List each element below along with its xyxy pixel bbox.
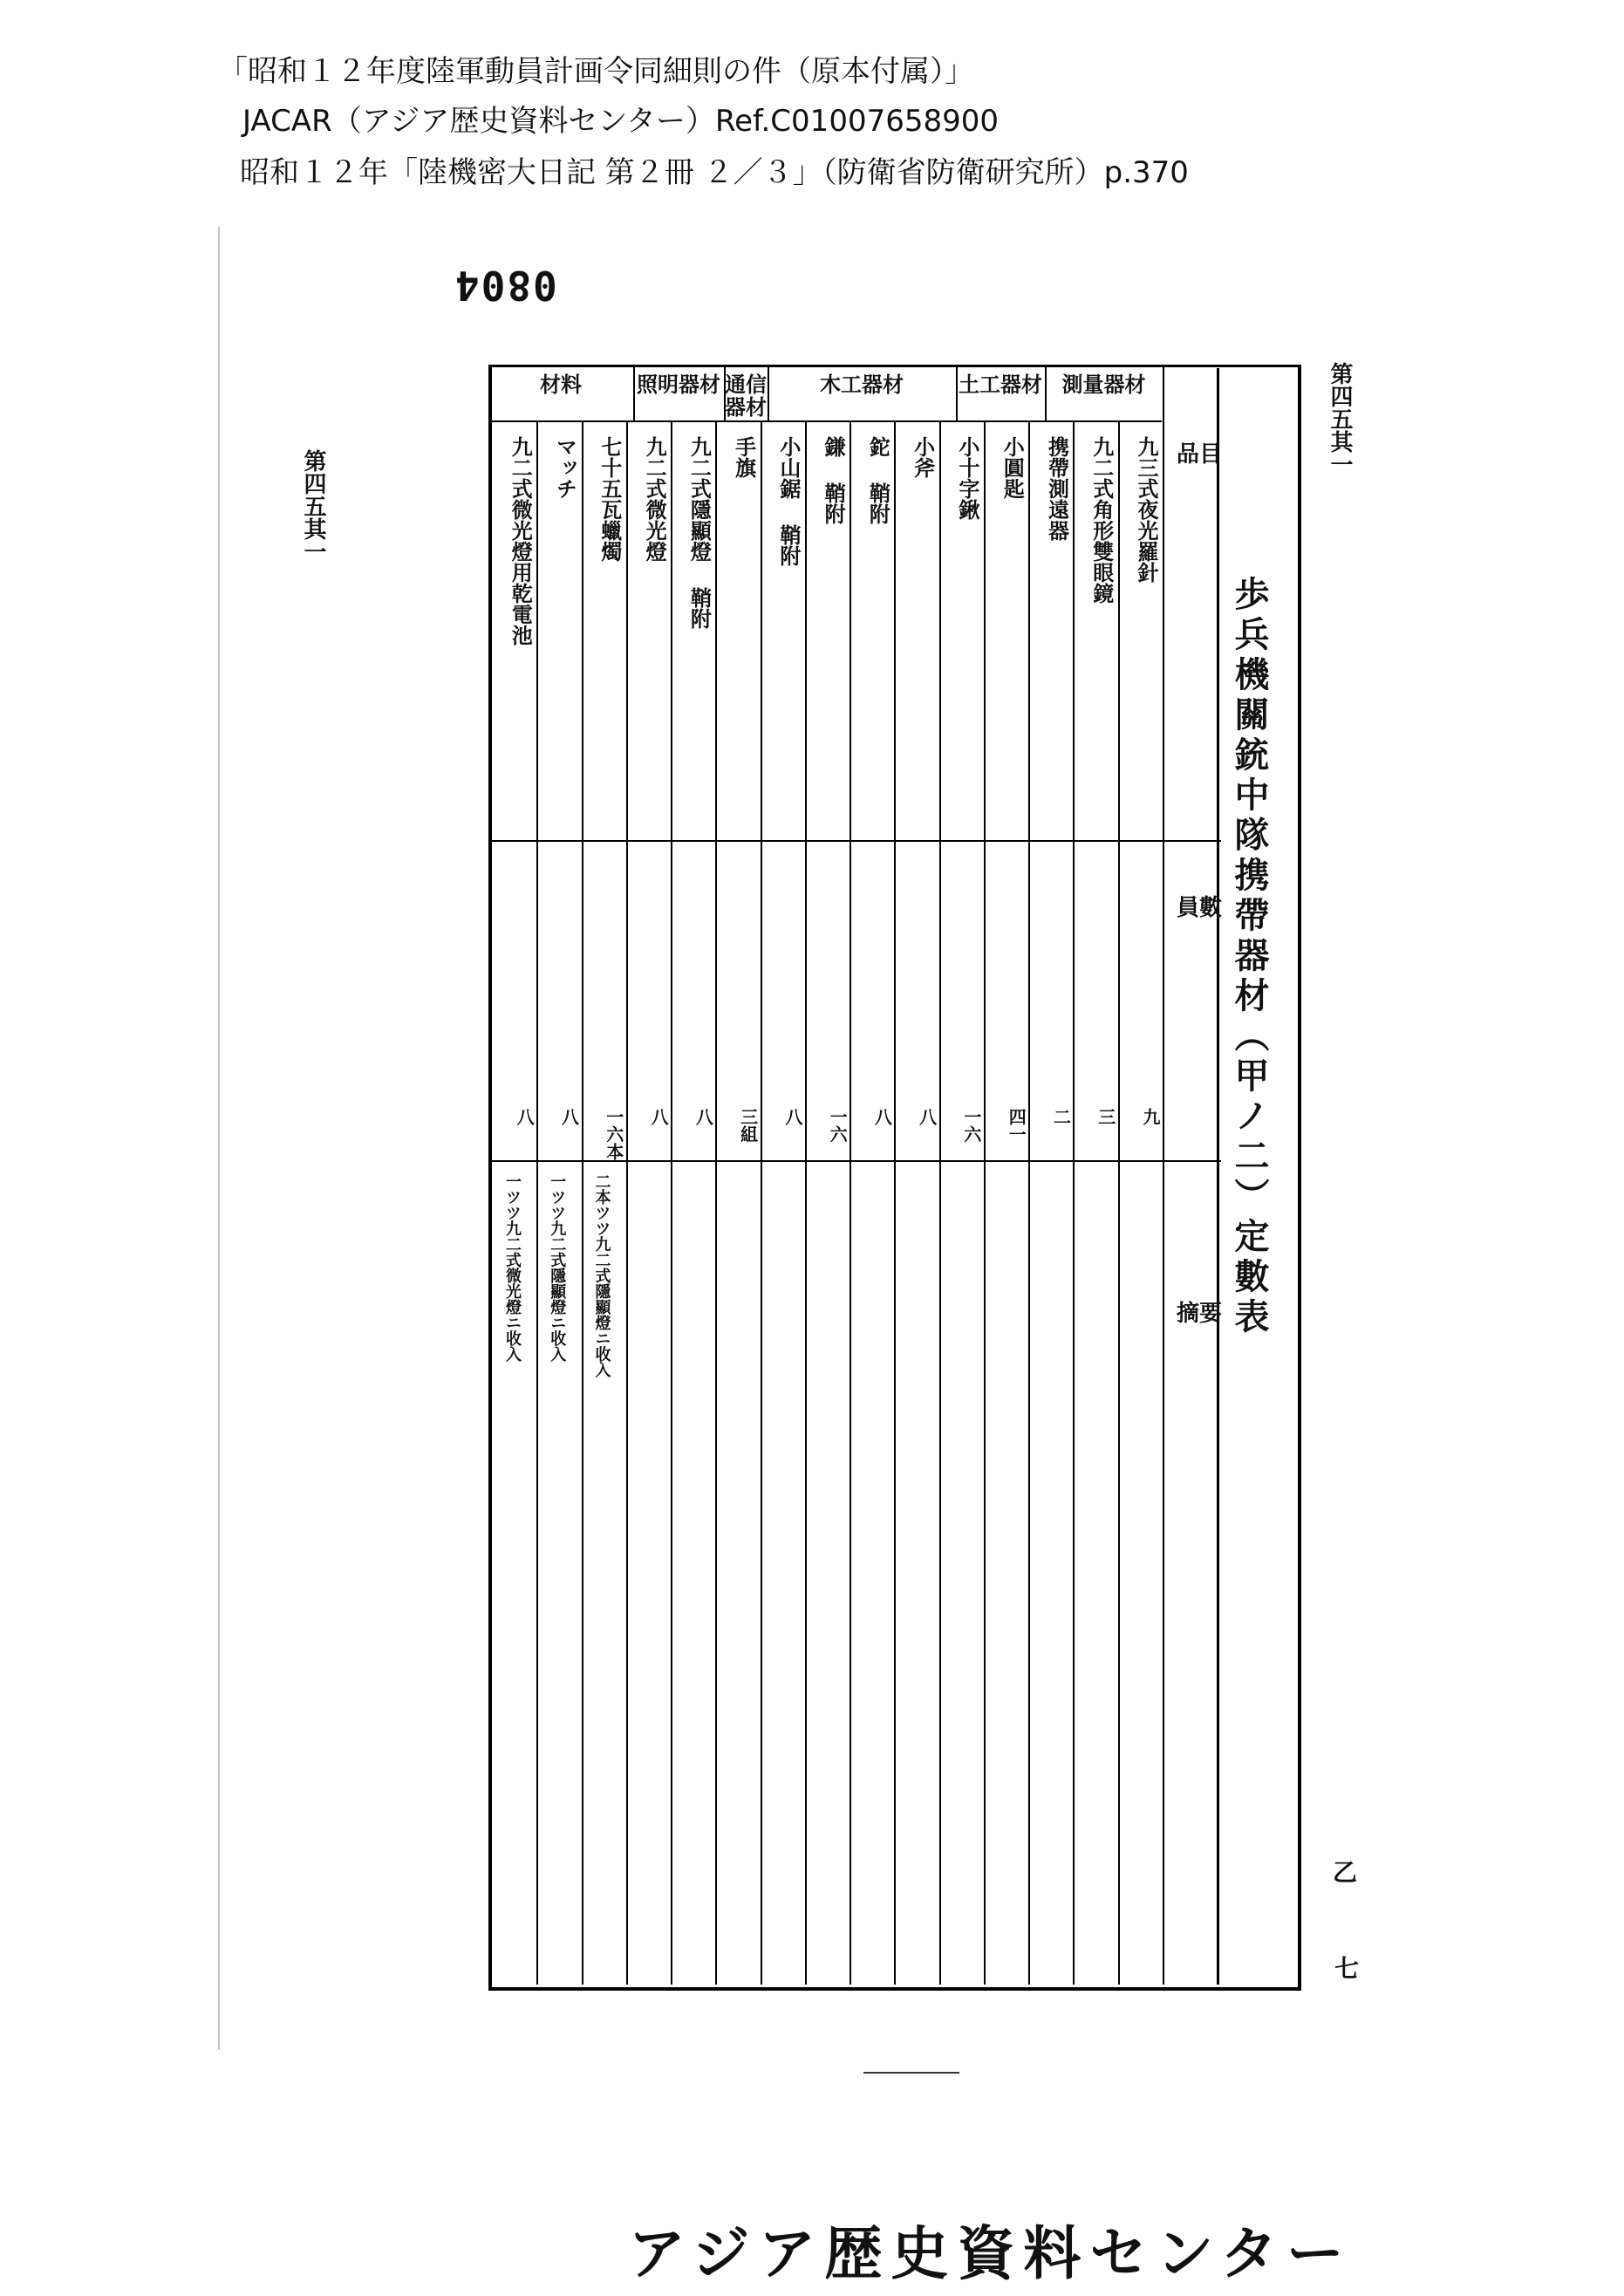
row-item-name: 九二式微光燈 (642, 436, 668, 562)
row-quantity: 一六本 (603, 1108, 624, 1160)
row-item-name: 九二式隱顯燈 鞘附 (686, 436, 713, 629)
margin-mark-right: 第四五其一 (1327, 362, 1353, 475)
row-remark: 二本ツツ九二式隱顯燈ニ收入 (592, 1173, 611, 1377)
header-line-2: JACAR（アジア歴史資料センター）Ref.C01007658900 (242, 104, 1000, 139)
row-item-name: 九三式夜光羅針 (1133, 436, 1159, 583)
row-quantity: 一六 (827, 1108, 849, 1143)
row-quantity: 四一 (1006, 1108, 1027, 1143)
row-item-name: 鎌 鞘附 (821, 436, 847, 524)
row-item-name: 小圓匙 (1000, 436, 1026, 499)
row-quantity: 八 (781, 1108, 803, 1125)
document-title: 歩兵機關銃中隊携帶器材（甲ノ二）定數表 (1229, 576, 1270, 1338)
row-quantity: 八 (558, 1108, 580, 1125)
side-mark-seven: 七 (1334, 1954, 1360, 1983)
row-remark: 一ツツ九二式隱顯燈ニ收入 (548, 1173, 567, 1362)
row-quantity: 八 (514, 1108, 536, 1125)
row-quantity: 二 (1050, 1108, 1072, 1125)
quantity-rule (488, 1160, 1221, 1162)
scan-edge (218, 227, 220, 2050)
row-item-name: 鉈 鞘附 (865, 436, 891, 524)
row-separator (582, 420, 583, 1985)
row-item-name: 小十字鍬 (954, 436, 980, 520)
row-separator (626, 420, 628, 1985)
row-separator (850, 420, 851, 1985)
category-survey: 測量器材 (1061, 372, 1146, 397)
header-line-3: 昭和１２年「陸機密大日記 第２冊 ２／３」（防衛省防衛研究所）p.370 (240, 155, 1189, 190)
row-separator (671, 420, 672, 1985)
row-item-name: 小山鋸 鞘附 (775, 436, 802, 566)
category-materials: 材料 (540, 372, 582, 397)
category-signal: 通信器材 (725, 372, 767, 420)
archive-logo: アジア歴史資料センター (628, 2220, 1353, 2287)
row-item-name: 九二式角形雙眼鏡 (1088, 436, 1115, 604)
row-separator (1028, 420, 1030, 1985)
row-separator (761, 420, 762, 1985)
row-quantity: 一六 (960, 1108, 982, 1143)
row-item-name: マッチ (552, 436, 578, 499)
row-separator (939, 420, 941, 1985)
row-item-name: 七十五瓦蠟燭 (597, 436, 623, 562)
category-lighting: 照明器材 (637, 372, 720, 397)
row-separator (894, 420, 896, 1985)
row-quantity: 八 (693, 1108, 714, 1125)
page-number: 0804 (454, 262, 557, 309)
row-quantity: 三組 (737, 1108, 759, 1143)
row-quantity: 八 (871, 1108, 893, 1125)
side-mark-otsu: 乙 (1333, 1858, 1358, 1887)
row-remark: 一ツツ九二式微光燈ニ收入 (503, 1173, 522, 1362)
quantity-header: 員數 (1177, 895, 1223, 921)
category-rule (488, 420, 1162, 422)
row-separator (984, 420, 986, 1985)
row-quantity: 九 (1139, 1108, 1161, 1125)
row-separator (536, 420, 538, 1985)
scan-mark (863, 2072, 959, 2074)
row-separator (1073, 420, 1075, 1985)
header-line-1: 「昭和１２年度陸軍動員計画令同細則の件（原本付属）」 (218, 54, 974, 89)
row-item-name: 手旗 (731, 436, 757, 478)
header-column-border (1163, 365, 1164, 1985)
row-quantity: 八 (916, 1108, 938, 1125)
row-item-name: 小斧 (910, 436, 936, 478)
remarks-header: 摘要 (1177, 1301, 1223, 1327)
row-quantity: 三 (1095, 1108, 1116, 1125)
row-item-name: 九二式微光燈用乾電池 (508, 436, 534, 646)
name-rule (488, 840, 1221, 842)
row-separator (1118, 420, 1120, 1985)
item-header: 品目 (1177, 441, 1223, 468)
row-separator (805, 420, 807, 1985)
category-earthwork: 土工器材 (959, 372, 1042, 397)
margin-mark-left: 第四五其一 (300, 449, 326, 563)
row-item-name: 携帶測遠器 (1044, 436, 1070, 541)
row-separator (715, 420, 717, 1985)
row-quantity: 八 (648, 1108, 670, 1125)
category-woodwork: 木工器材 (820, 372, 904, 397)
